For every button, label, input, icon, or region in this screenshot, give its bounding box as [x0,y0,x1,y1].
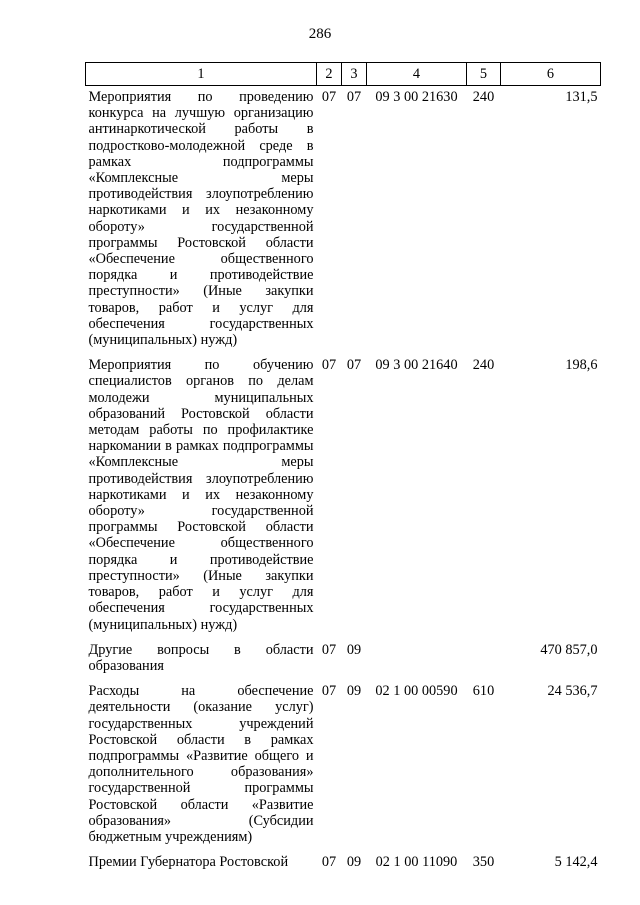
row-amount: 198,6 [565,357,598,374]
header-col-subsection: 3 [342,63,367,86]
table-row [86,86,601,355]
row-name: Другие вопросы в области образования [88,641,314,674]
budget-table [85,62,601,876]
row-subsection: 09 [346,854,362,871]
header-col-section: 2 [317,63,342,86]
row-name: Расходы на обеспечение деятельности (оказание услуг) государственных учреждений Ростовской области в рамках подпрограммы «Развитие общего и дополнительного образования» государственной программы Ростовской области «Развитие образования» (Субсидии бюджетным учреждениям) [88,683,314,845]
row-amount: 131,5 [565,89,598,105]
row-section: 07 [321,641,337,658]
table-body [86,86,601,877]
table-row [86,851,601,876]
row-amount: 470 857,0 [540,641,598,658]
row-expense-type: 240 [472,89,495,105]
row-expense-type: 350 [472,854,495,871]
row-subsection: 07 [346,89,362,105]
row-name: Мероприятия по обучению специалистов органов по делам молодежи муниципальных образований Ростовской области методам работы по профилактике наркомании в рамках подпрограммы «Комплексные меры противодействия злоупотреблению наркотиками и их незаконному обороту» государственной программы Ростовской области «Обеспечение общественного порядка и противодействие преступности» (Иные закупки товаров, работ и услуг для обеспечения государственных (муниципальных) нужд) [88,357,314,633]
table-header [86,63,601,86]
row-expense-type: 240 [472,357,495,374]
table-row [86,680,601,851]
row-section: 07 [321,89,337,105]
table-row [86,639,601,680]
header-col-amount: 6 [501,63,601,86]
row-expense-type: 610 [472,683,495,700]
row-subsection: 07 [346,357,362,374]
row-section: 07 [321,854,337,871]
row-subsection: 09 [346,641,362,658]
row-amount: 24 536,7 [547,683,598,700]
row-target-article: 09 3 00 21630 [375,89,458,105]
header-col-expense-type: 5 [467,63,501,86]
row-amount: 5 142,4 [554,854,598,871]
row-target-article: 02 1 00 11090 [375,854,458,871]
row-subsection: 09 [346,683,362,700]
row-expense-type [467,639,501,680]
row-section: 07 [321,683,337,700]
header-col-target-article: 4 [367,63,467,86]
row-name: Мероприятия по проведению конкурса на лучшую организацию антинаркотической работы в подростково-молодежной среде в рамках подпрограммы «Комплексные меры противодействия злоупотреблению наркотиками и их незаконному обороту» государственной программы Ростовской области «Обеспечение общественного порядка и противодействие преступности» (Иные закупки товаров, работ и услуг для обеспечения государственных (муниципальных) нужд) [88,89,314,349]
row-name: Премии Губернатора Ростовской [88,854,289,871]
row-target-article [367,639,467,680]
header-col-name: 1 [86,63,317,86]
row-target-article: 09 3 00 21640 [375,357,458,374]
table-row [86,354,601,638]
row-section: 07 [321,357,337,374]
row-target-article: 02 1 00 00590 [375,683,458,700]
page-number: 286 [308,26,332,42]
header-row [86,63,601,86]
